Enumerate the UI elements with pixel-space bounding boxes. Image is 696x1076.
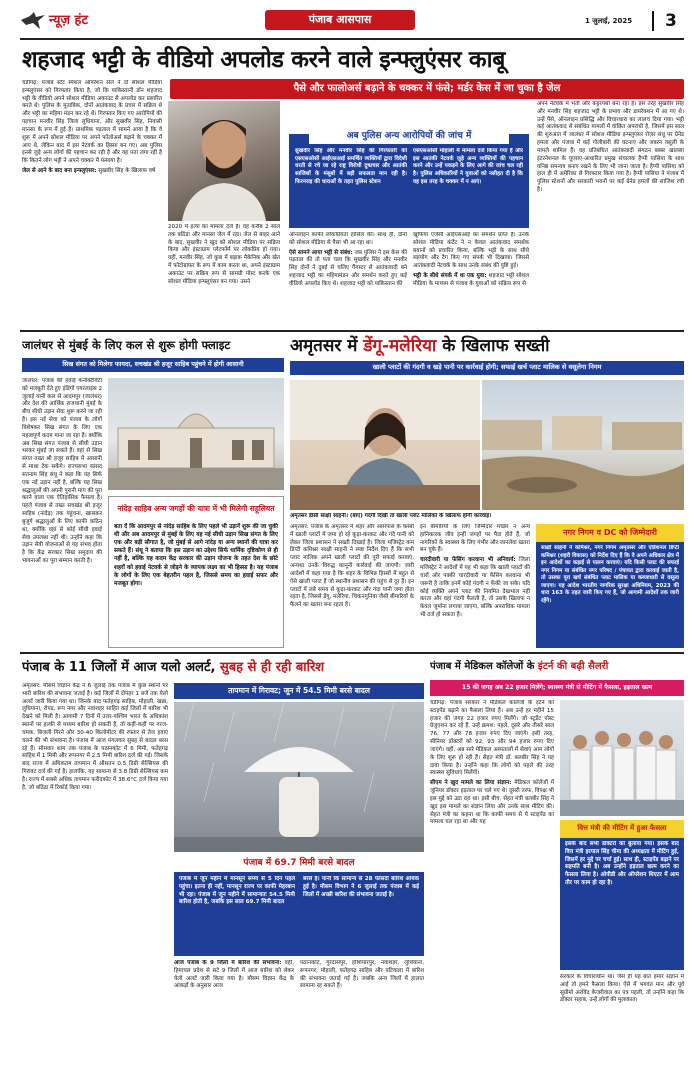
story1-text: खुफिया एजेंसी आईएसआई का समर्थन प्राप्त है। उनके सोशल मीडिया कंटेंट ने न केवल आतंकवाद समर्थक बयानों को प्रचारित किया, बल्कि भट्टी के साथ सीधे सहयोग और टैग किए गए संपर्क भी दिखाया। जिससे आतंकवादी नेटवर्क के साथ उनके संबंध की पुष्टि हुई। (413, 232, 529, 270)
issue-date: 1 जुलाई, 2025 (585, 17, 633, 25)
police-box-title: अब पुलिस अन्य आरोपियों की जांच में (309, 128, 509, 144)
story4-rain-box (174, 872, 424, 956)
nanded-box-text: बता दें कि आदमपुर से नांदेड़ साहिब के लिए पहले भी उड़ानें शुरू की जा चुकी थी और अब आदमपुर से मुंबई के लिए यह नई सीधी उड़ान सिख संगत के लिए एक और बड़ी सौगात है, जो मुंबई से आगे नांदेड़ या अन्य स्थानों की यात्रा कर सकते हैं। संधू ने बताया कि इस उड़ान का उद्देश्य सिर्फ धार्मिक दृष्टिकोण से ही नहीं है, बल्कि यह कदम केंद्र सरकार की उड़ान योजना के तहत देश के छोटे शहरों को हवाई नेटवर्क से जोड़ने के व्यापक लक्ष्य का भी हिस्सा है। यह पंजाब के लोगों के लिए एक बेहतरीन पहल है, जिससे समय का हवाई सफर और मजबूत होगा। (114, 524, 278, 587)
person-portrait-icon (168, 101, 280, 221)
story1-subheading: जेल से आने के बाद बना इन्फ्लुएंसर: (22, 168, 97, 175)
empty-plots-icon (482, 380, 684, 510)
story1-subheading: ऐसे सामने आया भट्टी से संबंध: (289, 249, 353, 256)
story2-subhead: सिख संगत को मिलेगा फायदा, सचखंड श्री हजूर साहिब पहुंचने में होगी आसानी (22, 358, 284, 372)
story2-text: जालंधर: पंजाब की हवाई कनेक्टिविटी को मजबूती देते हुए इंडिगो एयरलाइंस 2 जुलाई यानी कल से आदमपुर (जालंधर) और देश की आर्थिक राजधानी मुंबई के बीच सीधी उड़ान सेवा शुरू करने जा रही है। इस नई सेवा को पंजाब के लोगों विशेषकर सिख संगत के लिए एक महत्वपूर्ण कदम माना जा रहा है। क्योंकि अब सिख संगत पंजाब से सीधी उड़ान भरकर मुंबई जा सकते हैं। वहां से सिख संगत तख्त श्री हजूर साहिब में आसानी से माथा टेक सकेंगे। राज्यसभा सांसद सतनाम सिंह संधू ने कहा कि यह सिर्फ एक नई उड़ान नहीं है, बल्कि यह सिख श्रद्धालुओं की अपनी पुरानी मांग की पूरा करने वाला एक ऐतिहासिक फैसला है। पहले पंजाब से तख्त सचखंड श्री हजूर साहिब (नांदेड़) तक पहुंचना, खासकर बुजुर्ग श्रद्धालुओं के लिए काफी कठिन था, क्योंकि वहां से कोई सीधी हवाई सेवा उपलब्ध नहीं थी। उन्होंने कहा कि उड़ान सेवी योजनाओं से यह संभव होता है कि केंद्र सरकार सिख समुदाय की भावनाओं का पूरा सम्मान करती है। (22, 378, 102, 565)
story2-nanded-box (108, 496, 284, 648)
story3-col1 (290, 524, 414, 648)
story3-dc-photo (290, 380, 480, 510)
story5-headline-a: पंजाब में मेडिकल कॉलेजों के (430, 661, 538, 672)
story5-col2 (560, 974, 684, 1065)
page-number: 3 (665, 11, 677, 31)
masthead (20, 8, 684, 36)
story4-rain-photo (174, 702, 424, 852)
story1-text: अपने नेटवर्क में भर्ती और कट्टरपंथी बना रहा है। इस तरह सुखवीर सिंह और मनवीर सिंह शहजाद भट्टी के प्रभाव और डायरेक्शन में आ गए थे। उन्हें पैसे, ऑनलाइन प्रसिद्धि और विचारधारा का लालच दिया गया। भट्टी कई आतंकवाद से संबंधित मामलों में वांछित अपराधी है, जिसमें इस साल की शुरुआत में जालंधर में सोशल मीडिया इन्फ्लुएंसर रोज़र संधू पर ग्रेनेड हमला और पंजाब में कई गोलीबारी की घटनाएं और जबरन वसूली के मामले शामिल हैं। वह प्रतिबंधित आतंकवादी संगठन बब्बर खालसा इंटरनेशनल के यूएसए-आधारित प्रमुख संचालक हैप्पी पासिया के साथ घनिष्ठ समन्वय बनाए रखने के लिए भी जाना जाता है। हैप्पी पासिया को हाल ही में अमेरिका से गिरफ्तार किया गया है। हैप्पी पासिया ने पंजाब में पुलिस स्टेशनों और सरकारी भवनों पर कई ग्रेनेड हमलों की साजिश रची है। (537, 101, 684, 194)
story1-text: जब पुलिस ने इस केस की पड़ताल की तो पता चला कि सुखवीर सिंह और मनवीर सिंह दोनों ने दुबई से चलिए गैंगस्टर से आतंकवादी बने शहजाद भट्टी का महिमामंडन और समर्थन करते हुए कई वीडियो अपलोड किए थे। शहजाद भट्टी को पाकिस्तान की (289, 249, 407, 287)
finance-box-title: वित्त मंत्री की मीटिंग में हुआ फैसला (560, 820, 684, 838)
story1-portrait-photo (168, 101, 280, 221)
nanded-box-title: नांदेड़ साहिब अन्य जगहों की यात्रा में भी मिलेगी सहूलियत (109, 497, 283, 521)
rain-box-text-right: बरसे हैं। यानी कि सामान्य से 28 फीसदी बारिश अधिक हुई है। मौसम विभाग ने 6 जुलाई तक पंजाब में कई जिलों में अच्छी बारिश की संभावना जताई है। (303, 876, 419, 898)
logo-text: न्यूज़ हंट (49, 12, 89, 28)
story1-police-box (289, 130, 529, 228)
rain-umbrella-icon (174, 702, 424, 852)
story5-text: मेडिकल कॉलेजों में जूनियर डॉक्टर हड़ताल पर चले गए थे। दूसरी तरफ, विपक्ष भी इस मुद्दे को उठा रहा था। इसी बीच, सेहत मंत्री बलबीर सिंह ने खुद इस मामले का संज्ञान लिया और उनके साथ मीटिंग की। सेहत मंत्री का कहना था कि काफी समय से ये स्टाइपेंड का मामला चल रहा था और यह (430, 780, 554, 826)
story5-subheading: सीएम ने खुद मामले का लिया संज्ञान: (430, 780, 512, 787)
story2-airport-photo (108, 378, 284, 490)
newspaper-logo (20, 10, 130, 32)
eagle-logo-icon (20, 11, 46, 31)
story2-headline-text: जालंधर से मुंबई के लिए कल से शुरू होगी फ्लाइट (22, 338, 231, 352)
section-rule-2 (20, 652, 684, 654)
story4-headline (22, 658, 424, 678)
rain-box-text-left: पंजाब में जून महीने में मानसून समय से 5 दिन पहले पहुंचा। इतना ही नहीं, मानसून राज्य पर काफी मेहरबान भी रहा। पंजाब में जून महीने में सामान्यतः 54.5 मिमी बारिश होती है, जबकि इस साल 69.7 मिमी बादल (179, 876, 295, 906)
story1-text: ऑनलाइन काफी लोकप्रियता हासिल की। साथ ही, दोनों को सोशल मीडिया से पैसा भी आ रहा था। (289, 232, 407, 246)
story4-headline-b: सुबह से ही रही बारिश (219, 660, 325, 675)
story4-subheading: आज पंजाब के 9 जिलों में बारिश की संभावना: (174, 960, 282, 966)
story5-col1 (430, 700, 554, 1065)
story1-text: सुखवीर सिंह के खिलाफ वर्ष (98, 168, 156, 175)
story4-text: पठानकोट, गुरदासपुर, होशियारपुर, नवांशहर, लुधियाना, रूपनगर, मोहाली, फतेहगढ़ साहिब और पटियाला में बारिश की संभावना जताई गई है। जबकि अन्य जिलों में हालात सामान्य रह सकते हैं। (300, 960, 424, 990)
story4-text: वहीं, हिमाचल प्रदेश से सटे 9 जिलों में आज बारिश को लेकर येलो अलर्ट जारी किया गया है। मौसम विज्ञान केंद्र के आंकड़ों के अनुसार आज (174, 960, 294, 990)
story4-rain-box-title: पंजाब में 69.7 मिमी बरसे बादल (174, 855, 424, 871)
masthead-rule (20, 38, 684, 40)
story2-col1 (22, 378, 102, 648)
story1-col3 (289, 232, 407, 326)
story5-headline-b: इंटर्न की बढ़ी सैलरी (537, 661, 609, 672)
corporation-box-text: साक्षी साहनी ने कमिश्नर, नगर निगम अमृतसर और एडिशनल डिप्टी कमिश्नर (शहरी विकास) को निर्देश दिए हैं कि वे अपने अधिकार क्षेत्र में इन आदेशों का कड़ाई से पालन करवाएं। यदि किसी प्लाट की सफाई नगर निगम या संबंधित नगर परिषद / पंचायत द्वारा करवाई जाती है, तो उसका पूरा खर्च संबंधित प्लाट मालिक या कब्जाधारी से वसूला जाएगा। यह आदेश भारतीय नागरिक सुरक्षा अधिनियम, 2023 की धारा 163 के तहत जारी किए गए हैं, जो आगामी आदेशों तक जारी रहेंगे। (541, 545, 679, 604)
story3-headline (290, 334, 684, 358)
story5-text: सरकार के विचाराधीन था। जैसे ही यह बात हमारे संज्ञान में आई तो हमने फैसला किया। ऐसे में भगवंत मान और पूर्व सुप्रीमो अरविंद केजरीवाल का पत्र पहली, तो उन्होंने कहा कि डॉक्टर सहाब, उन्हें लोगों की मुलाकात। (560, 974, 684, 1004)
story5-finance-box (560, 820, 684, 970)
story3-text: इन बीमारियों के लिए जिम्मेदार मच्छर न अन्य हानिकारक जीव इन्हीं जगहों पर पैदा होते हैं, जो नागरिकों के स्वास्थ्य के लिए गंभीर और जानलेवा खतरा बन चुके हैं। (420, 524, 530, 554)
story3-col2 (420, 524, 530, 648)
story1-text: 2020 में हत्या का मामला दर्ज है। वह करीब 2 साल तक बठिंडा और मानसा जेल में रहा। जेल से बाहर आने के बाद, सुखवीर ने खुद को सोशल मीडिया पर सक्रिय किया और इंस्टाग्राम प्लेटफॉर्म पर लोकप्रिय हो गया। वहीं, मनवीर सिंह, जो कुछ में बढ़ाक मैकेनिक और खेत में फोटोग्राफर के रूप में काम करता था, अपने इंस्टाग्राम अकाउंट पर सक्रिय रूप से सामग्री पोस्ट करके एक सोशल मीडिया इन्फ्लुएंसर बन गया। उसने (168, 224, 280, 285)
story1-col2a (168, 224, 280, 326)
story3-headline-text: अमृतसर में डेंगू-मलेरिया के खिलाफ सख्ती (290, 336, 550, 356)
story1-text: शहजाद भट्टी सोशल मीडिया के माध्यम से पंजाब के युवाओं को सक्रिय रूप से (413, 273, 529, 287)
finance-box-text: इसके बाद सभी डॉक्टरों को बुलाया गया। इसके बाद वित्त मंत्री हरपाल सिंह चीमा की अध्यक्षता में मीटिंग हुई, जिसमें हर मुद्दे पर चर्चा हुई। साथ ही, स्टाइपेंड बढ़ाने पर सहमति बनी है। अब उन्होंने हड़ताल खत्म करने का फैसला लिया है। ओपीडी और ऑपरेशन थिएटर में आम तौर पर काम हो रहा है। (565, 841, 679, 887)
story4-subhead: तापमान में गिरावट; जून में 54.5 मिमी बरसे बादल (174, 683, 424, 699)
story3-text: अमृतसर: पंजाब के अमृतसर में शहर और आसपास के कस्बों में खाली प्लाटों में जमा हो रहे कूड़ा-करकट और गंदे पानी को लेकर जिला प्रशासन ने सख्ती दिखाई है। जिला मजिस्ट्रेट कम डिप्टी कमिश्नर साक्षी साहनी ने स्पष्ट निर्देश दिए हैं कि सभी प्लाट मालिक अपने खाली प्लाटों की पूरी सफाई करवाएं, अन्यथा उनके विरुद्ध कानूनी कार्रवाई की जाएगी। जारी आदेशों में कहा गया है कि शहर के विभिन्न हिस्सों में बहुत से ऐसे खाली प्लाट हैं जो स्थानीय प्रशासन की पहुंच से दूर हैं। इन प्लाटों में लंबे समय से कूड़ा-करकट और गंदा पानी जमा होता रहता है, जिससे डेंगू, मलेरिया, चिकनगुनिया जैसी बीमारियों के फैलने का खतरा बना रहता है। (290, 524, 414, 609)
story5-text: चंडीगढ़: पंजाब सरकार ने मेडिकल कॉलेजों के इंटर्न का स्टाइपेंड बढ़ाने का फैसला लिया है। अब उन्हें हर महीने 15 हजार की जगह 22 हजार रुपए मिलेंगे। जो स्ट्रडेंट पोस्ट ग्रेजुएशन कर रहे हैं, उन्हें क्रमश: पहले, दूसरे और तीसरे साल 76, 77 और 78 हजार रुपए दिए जाएंगे। इसी तरह, सीनियर डॉक्टरों को 92, 93 और 94 हजार रुपए दिए जाएंगे। वहीं, अब सारे मेडिकल अस्पतालों में सेवाएं आम लोगों के लिए शुरू हो रही हैं। सेहत मंत्री डॉ. बलबीर सिंह ने यह दावा किया है। उन्होंने कहा कि लोगों को पहले की तरह स्वास्थ्य सुविधाएं मिलेंगी। (430, 700, 554, 777)
story3-corporation-box (536, 524, 684, 648)
doctors-group-icon (560, 700, 684, 816)
story1-col4 (413, 232, 529, 326)
police-box-text-right: एसएसओसी मोहाली में मामला दर्ज किया गया है और इस आतंकी नेटवर्क जुड़े अन्य व्यक्तियों की पहचान करने और उन्हें पकड़ने के लिए आगे की जांच चल रही है। पुलिस अधिकारियों ने युवाओं को नसीहत दी है कि वह इस तरह के चक्कर में न आएं। (413, 148, 523, 185)
story4-col1 (22, 683, 168, 1065)
corporation-box-title: नगर निगम व DC को जिम्मेदारी (536, 524, 684, 542)
section-banner: पंजाब आसपास (265, 10, 415, 30)
story1-headline: शहजाद भट्टी के वीडियो अपलोड करने वाले इन्फ्लुएंसर काबू (22, 47, 506, 73)
story1-subhead: पैसे और फालोअर्स बढ़ाने के चक्कर में फंसे; मर्डर केस में जा चुका है जेल (170, 79, 684, 99)
story2-headline (22, 336, 282, 354)
story3-subheading: चारदीवारी या फेंसिंग करवाना भी अनिवार्य: (420, 557, 516, 564)
story4-text: अमृतसर: मौसम विज्ञान केंद्र ने 6 जुलाई तक पंजाब में कुछ स्थानों पर भारी बारिश की संभावना जताई है। कई जिलों में दोपहर 1 बजे तक येलो अलर्ट जारी किया गया था। जिनके बाद फतेहगढ़ साहिब, मोहाली, खन्ना, लुधियाना, रोपड़, रूप नगर और नवांशहर साहित कई जिलों में बारिश भी देखने को मिली है। आगामी 7 दिनों में उत्तर-पश्चिम भारत के अधिकांश स्थानों पर हल्की से मध्यम बारिश हो सकती है, तो कहीं-कहीं पर गरज-चमक, बिजली गिरने और 30-40 किलोमीटर की रफ्तार से तेज हवाएं चलने की भी संभावना है। पंजाब में आज मंगलवार सुबह से बादल बरस रहे हैं। सोमवार शाम तक पंजाब के पठानकोट में 6 मिमी, फतेहगढ़ साहिब में 1 मिमी और रूपनगर में 2.5 मिमी बारिश दर्ज की गई। जिसके बाद राज्य में अधिकतम तापमान में औसतन 0.5 डिग्री सेल्सियस की गिरावट दर्ज की गई है। हालांकि, यह सामान्य से 3.8 डिग्री सेल्सियस कम है। राज्य में सबसे अधिक तापमान फरीदकोट में 38.6°C दर्ज किया गया है, जो बठिंडा में रिकॉर्ड किया गया। (22, 683, 168, 791)
story3-headline-highlight: डेंगू-मलेरिया (363, 336, 437, 356)
story3-plots-photo (482, 380, 684, 510)
official-at-desk-icon (290, 380, 480, 510)
police-box-text-left: सुखवीर सिंह और मनवीर सिंह की गिरफ्तारी को एसएसओसी आईएसआई समर्थित व्यक्तियों द्वारा विदेशी धरती से रचे जा रहे राष्ट्र विरोधी दुष्प्रचार और आतंकी साजिशों के मंसूबों में बड़ी सफलता मान रही है। फिरनराइ की धाराओं के तहत पुलिस स्टेशन (295, 148, 407, 185)
story5-headline (430, 658, 684, 676)
page-divider (652, 11, 654, 31)
story4-col2 (174, 960, 294, 1065)
story3-subhead: खाली प्लाटों की गंदगी व खड़े पानी पर कार्रवाई होगी; सफाई खर्च प्लाट मालिक से वसूलेगा निगम (290, 361, 684, 375)
story1-text: चंडीगढ़: पंजाब स्टेट स्पेशल ऑपरेशन सेल ने दो सोशल मीडिया इन्फ्लुएंसर को गिरफ्तार किया है, जो कि पाकिस्तानी डॉन शहजाद भट्टी के वीडियो अपने सोशल मीडिया अकाउंट से अपलोड कर प्रसारित करते थे। पुलिस के मुताबिक, दोनों आतंकवाद के प्रचार में सक्रिय थे और भट्टी का महिमा मंडन कर रहे थे। गिरफ्तार किए गए आरोपियों की पहचान मनवीर सिंह जिला लुधियाना, और सुखवीर सिंह, निवासी मानसा के रूप में हुई है। प्राथमिक पड़ताल में सामने आया है कि वे शुरू में अपने सोशल मीडिया पर अपने फॉलोअर्स बढ़ाने के चक्कर में आए थे, लेकिन बाद में इस नेटवर्क का हिस्सा बन गए। अब पुलिस इनसे जुड़े अन्य लोगों की पहचान कर रही है और यह पता लगा रही है कि कितने लोग भट्टी ने अपने चक्कर में फंसाया है। (22, 80, 162, 165)
story3-text: जिला मजिस्ट्रेट ने आदेशों में यह भी कहा कि खाली प्लाटों की चारों ओर पक्की चारदीवारी या फेंसिंग करवाना भी जरूरी है ताकि इनमें कोई गंदगी न फेंकी जा सके। यदि कोई व्यक्ति अपने प्लाट की नियमित देखभाल नहीं करता और वहां गंदगी फैलती है, तो उसके खिलाफ न केवल जुर्माना लगाया जाएगा, बल्कि अपराधिक मामला भी दर्ज हो सकता है। (420, 557, 530, 619)
airport-building-icon (108, 378, 284, 490)
story5-doctors-photo (560, 700, 684, 816)
story3-photo-caption: अमृतसर डीसी साक्षी साहनी। (बाएं) गंदगी दिखी तो खाली प्लॉट मालिकों के खिलाफ होगी कार्रवाई। (290, 513, 492, 519)
story4-col3 (300, 960, 424, 1065)
story1-subheading: भट्टी के सीधे संपर्क में था एक युवा: (413, 273, 487, 280)
story5-subhead: 15 की जगह अब 22 हजार मिलेंगे; स्वास्थ्य मंत्री से मीटिंग में फैसला, हड़ताल खत्म (430, 680, 684, 696)
story1-col1 (22, 80, 162, 326)
section-rule-1 (20, 330, 684, 332)
story4-headline-a: पंजाब के 11 जिलों में आज यलो अलर्ट, (22, 660, 220, 675)
story1-col5 (537, 101, 684, 326)
